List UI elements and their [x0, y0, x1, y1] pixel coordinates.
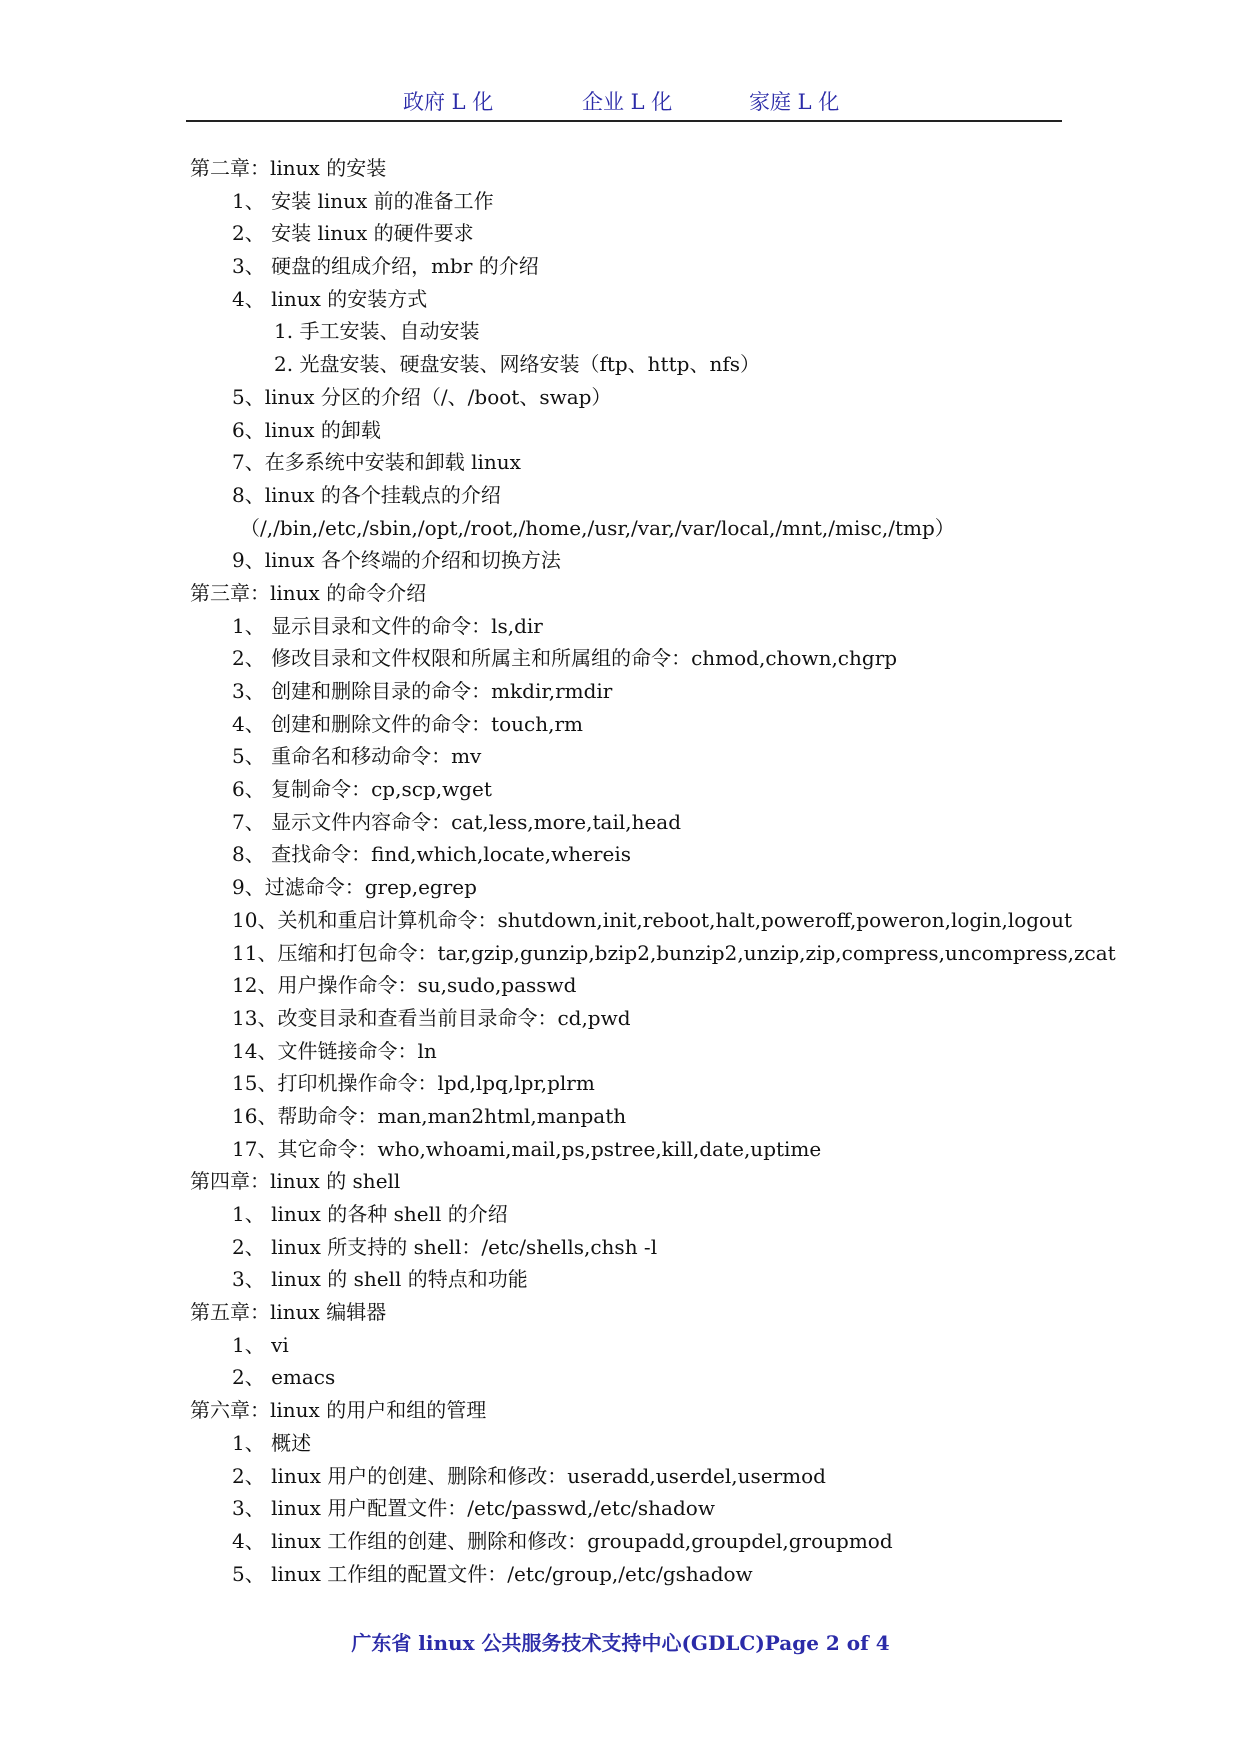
outline-item: 12、用户操作命令：su,sudo,passwd	[232, 973, 577, 998]
outline-item: 2、 修改目录和文件权限和所属主和所属组的命令：chmod,chown,chgrp	[232, 646, 898, 671]
outline-item: 9、linux 各个终端的介绍和切换方法	[232, 548, 561, 573]
outline-item: 2、 emacs	[232, 1365, 336, 1390]
outline-item: 2、 linux 用户的创建、删除和修改：useradd,userdel,usermod	[232, 1463, 826, 1488]
outline-item: 6、linux 的卸载	[232, 417, 381, 442]
document-body	[190, 152, 1116, 1590]
outline-item: 3、 linux 的 shell 的特点和功能	[232, 1267, 528, 1292]
outline-item: 5、linux 分区的介绍（/、/boot、swap）	[232, 384, 612, 409]
outline-item: 15、打印机操作命令：lpd,lpq,lpr,plrm	[232, 1071, 595, 1096]
outline-item: 4、 linux 的安装方式	[232, 286, 428, 311]
outline-item: 17、其它命令：who,whoami,mail,ps,pstree,kill,date,uptime	[232, 1136, 822, 1161]
outline-item: 7、 显示文件内容命令：cat,less,more,tail,head	[232, 809, 682, 834]
chapter-heading: 第三章：linux 的命令介绍	[190, 580, 427, 605]
outline-item: 2、 linux 所支持的 shell：/etc/shells,chsh -l	[232, 1234, 658, 1259]
outline-item: 14、文件链接命令：ln	[232, 1038, 437, 1063]
outline-item: 4、 创建和删除文件的命令：touch,rm	[232, 711, 584, 736]
chapter-heading: 第五章：linux 编辑器	[190, 1300, 387, 1325]
outline-item: 8、linux 的各个挂载点的介绍	[232, 482, 501, 507]
outline-item: 2. 光盘安装、硬盘安装、网络安装（ftp、http、nfs）	[274, 352, 760, 377]
header-item-government: 政府 L 化	[403, 90, 494, 114]
outline-item: 11、压缩和打包命令：tar,gzip,gunzip,bzip2,bunzip2,unzip,zip,compress,uncompress,zcat	[232, 940, 1116, 965]
outline-item: 1、 vi	[232, 1332, 289, 1357]
outline-item: 5、 linux 工作组的配置文件：/etc/group,/etc/gshadow	[232, 1561, 753, 1586]
chapter-heading: 第二章：linux 的安装	[190, 156, 387, 180]
chapter-heading: 第六章：linux 的用户和组的管理	[190, 1398, 487, 1423]
outline-item: 8、 查找命令：find,which,locate,whereis	[232, 842, 631, 867]
outline-item: 13、改变目录和查看当前目录命令：cd,pwd	[232, 1005, 631, 1030]
outline-item: 9、过滤命令：grep,egrep	[232, 875, 477, 900]
outline-item: 2、 安装 linux 的硬件要求	[232, 221, 474, 246]
outline-item: 4、 linux 工作组的创建、删除和修改：groupadd,groupdel,groupmod	[232, 1528, 893, 1553]
page-header	[186, 86, 1062, 122]
outline-item: 5、 重命名和移动命令：mv	[232, 744, 482, 769]
outline-item: 3、 linux 用户配置文件：/etc/passwd,/etc/shadow	[232, 1496, 715, 1521]
outline-item: （/,/bin,/etc,/sbin,/opt,/root,/home,/usr,/var,/var/local,/mnt,/misc,/tmp）	[240, 515, 955, 540]
outline-item: 16、帮助命令：man,man2html,manpath	[232, 1103, 627, 1128]
outline-item: 1、 显示目录和文件的命令：ls,dir	[232, 613, 543, 638]
header-item-home: 家庭 L 化	[749, 90, 840, 114]
outline-item: 10、关机和重启计算机命令：shutdown,init,reboot,halt,poweroff,poweron,login,logout	[232, 907, 1073, 932]
header-item-enterprise: 企业 L 化	[582, 90, 673, 114]
outline-item: 1、 概述	[232, 1430, 312, 1455]
outline-item: 1、 linux 的各种 shell 的介绍	[232, 1202, 508, 1226]
outline-item: 1、 安装 linux 前的准备工作	[232, 188, 494, 213]
outline-item: 3、 创建和删除目录的命令：mkdir,rmdir	[232, 679, 613, 703]
page-footer: 广东省 linux 公共服务技术支持中心(GDLC)Page 2 of 4	[351, 1631, 890, 1655]
outline-item: 3、 硬盘的组成介绍，mbr 的介绍	[232, 254, 539, 279]
chapter-heading: 第四章：linux 的 shell	[190, 1169, 401, 1194]
outline-item: 6、 复制命令：cp,scp,wget	[232, 777, 492, 802]
outline-item: 7、在多系统中安装和卸载 linux	[232, 450, 521, 475]
outline-item: 1. 手工安装、自动安装	[274, 319, 480, 344]
